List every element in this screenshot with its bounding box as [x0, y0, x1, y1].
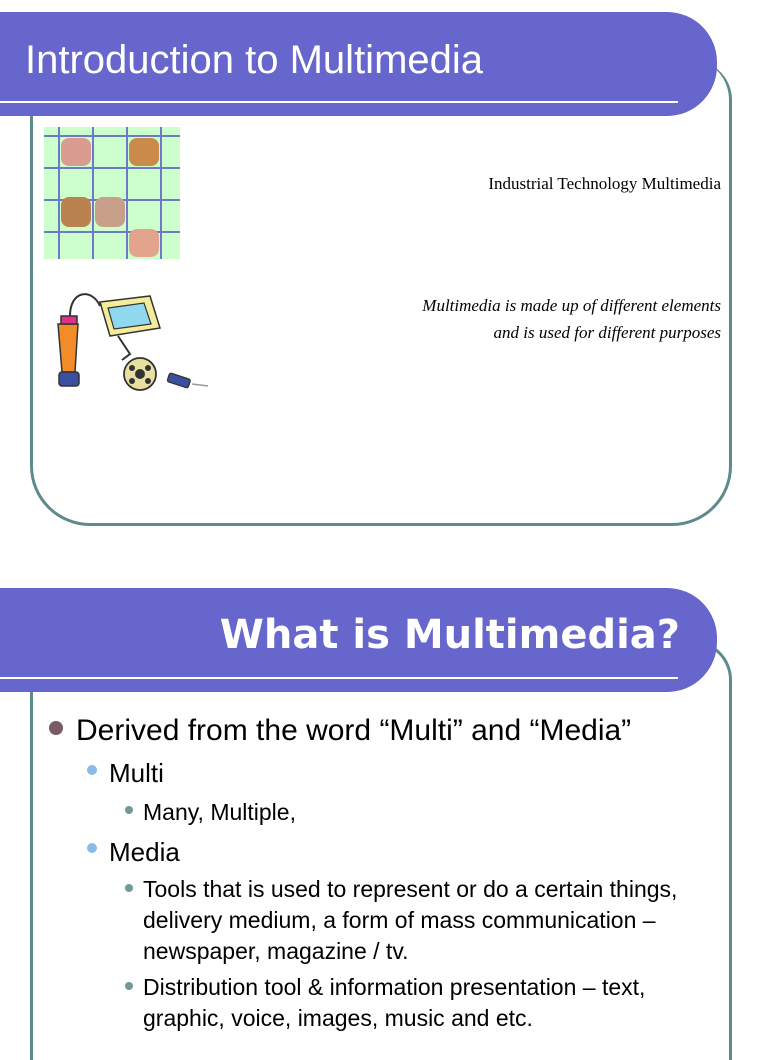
slide1-tagline-line2: and is used for different purposes — [493, 323, 721, 342]
bullet-media-tools: Tools that is used to represent or do a certain things, delivery medium, a form of mass communication – newspaper, magazine / tv. — [143, 876, 678, 964]
slide2-title: What is Multimedia? — [219, 612, 680, 658]
hand-image — [61, 197, 91, 227]
bullet-level3-marker — [125, 806, 133, 814]
bullet-level2-marker — [87, 843, 97, 853]
multimedia-clipart-image — [52, 284, 212, 396]
ear-image — [95, 197, 125, 227]
slide1-tagline — [422, 292, 721, 346]
nose-image — [129, 229, 159, 257]
senses-collage-image — [44, 127, 180, 259]
slide1-title-rule — [0, 101, 678, 103]
slide1-title-bar — [0, 12, 717, 116]
slide2-title-bar — [0, 588, 717, 692]
bullet-media: Media — [109, 837, 180, 867]
bullet-multi-meaning: Many, Multiple, — [143, 799, 296, 825]
slide1-subtitle: Industrial Technology Multimedia — [488, 174, 721, 193]
bullet-level3-marker — [125, 884, 133, 892]
bullet-media-distribution: Distribution tool & information presentation – text, graphic, voice, images, music and etc. — [143, 974, 646, 1031]
bullet-level3-marker — [125, 982, 133, 990]
bullet-multi: Multi — [109, 758, 164, 788]
slide2-title-rule — [0, 677, 678, 679]
eye-image — [129, 138, 159, 166]
bullet-derived-from: Derived from the word “Multi” and “Media” — [76, 714, 632, 747]
slide1-tagline-line1: Multimedia is made up of different elements — [422, 296, 721, 315]
bullet-level2-marker — [87, 765, 97, 775]
bullet-level1-marker — [49, 721, 63, 735]
lips-image — [61, 138, 91, 166]
slide1-title: Introduction to Multimedia — [25, 38, 484, 82]
